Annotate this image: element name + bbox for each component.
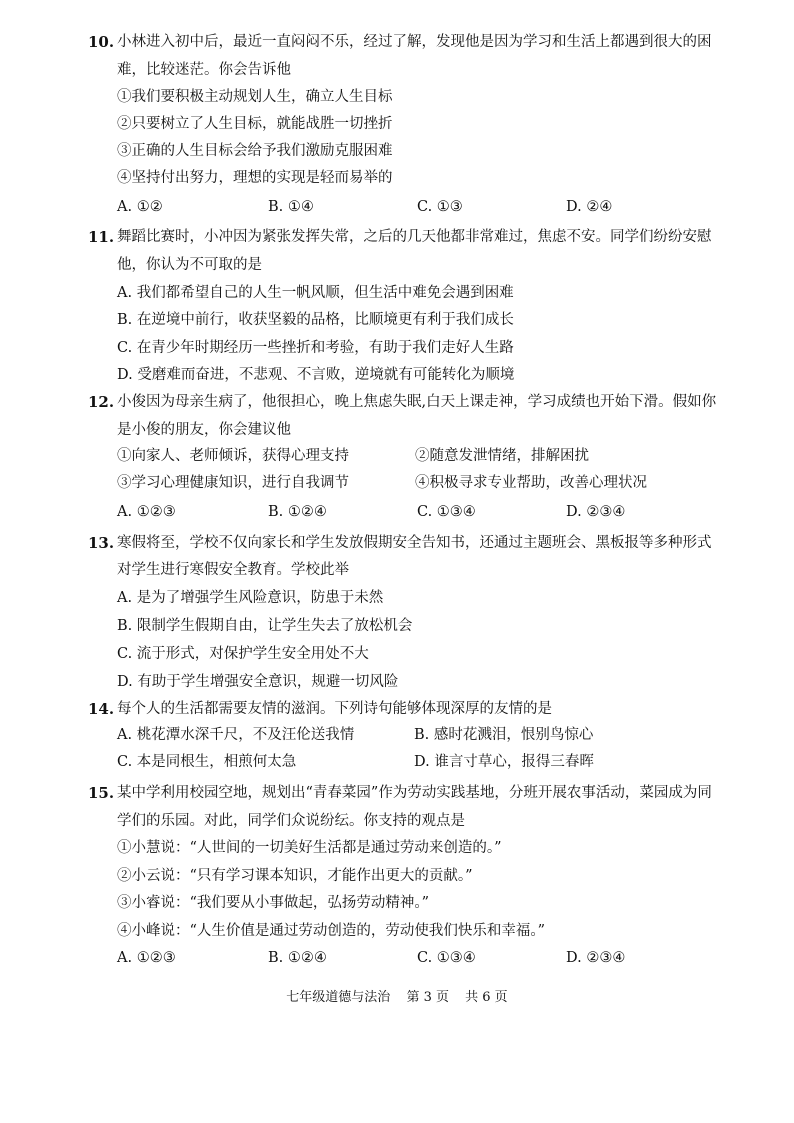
question-stem-line: 寒假将至，学校不仅向家长和学生发放假期安全告知书，还通过主题班会、黑板报等多种形式 <box>117 535 712 551</box>
option-c[interactable]: C. 在青少年时期经历一些挫折和考验，有助于我们走好人生路 <box>117 340 514 356</box>
option-b[interactable]: B. ①④ <box>268 199 314 215</box>
option-b[interactable]: B. 感时花溅泪，恨别鸟惊心 <box>414 727 594 743</box>
statement-3: ③小睿说：“我们要从小事做起，弘扬劳动精神。” <box>117 895 430 911</box>
question-stem-line: 舞蹈比赛时，小冲因为紧张发挥失常，之后的几天他都非常难过，焦虑不安。同学们纷纷安慰 <box>117 229 712 245</box>
statement-4: ④坚持付出努力，理想的实现是轻而易举的 <box>117 170 393 186</box>
footer-subject: 七年级道德与法治 <box>286 990 391 1005</box>
option-c[interactable]: C. 本是同根生，相煎何太急 <box>117 754 297 770</box>
option-a[interactable]: A. ①②③ <box>117 504 176 520</box>
question-number: 15. <box>88 784 115 802</box>
statement-2: ②只要树立了人生目标，就能战胜一切挫折 <box>117 116 393 132</box>
option-c[interactable]: C. ①③ <box>417 199 463 215</box>
option-d[interactable]: D. 有助于学生增强安全意识，规避一切风险 <box>117 674 399 690</box>
footer-total-pages: 共 6 页 <box>465 990 508 1005</box>
option-a[interactable]: A. 我们都希望自己的人生一帆风顺，但生活中难免会遇到困难 <box>117 285 514 301</box>
question-number: 14. <box>88 700 115 718</box>
page-footer <box>0 988 794 1008</box>
option-b[interactable]: B. ①②④ <box>268 504 327 520</box>
option-b[interactable]: B. 限制学生假期自由，让学生失去了放松机会 <box>117 618 413 634</box>
option-c[interactable]: C. ①③④ <box>417 504 476 520</box>
statement-2: ②小云说：“只有学习课本知识，才能作出更大的贡献。” <box>117 868 473 884</box>
option-d[interactable]: D. ②③④ <box>566 504 626 520</box>
question-number: 13. <box>88 534 115 552</box>
question-stem-line: 每个人的生活都需要友情的滋润。下列诗句能够体现深厚的友情的是 <box>117 701 552 717</box>
option-a[interactable]: A. 是为了增强学生风险意识，防患于未然 <box>117 590 384 606</box>
question-stem-line: 学们的乐园。对此，同学们众说纷纭。你支持的观点是 <box>117 813 465 829</box>
question-stem-line: 他，你认为不可取的是 <box>117 257 262 273</box>
option-d[interactable]: D. ②④ <box>566 199 613 215</box>
question-stem-line: 某中学利用校园空地，规划出“青春菜园”作为劳动实践基地，分班开展农事活动，菜园成为同 <box>117 785 712 801</box>
statement-4: ④小峰说：“人生价值是通过劳动创造的，劳动使我们快乐和幸福。” <box>117 923 546 939</box>
statement-1: ①向家人、老师倾诉，获得心理支持 <box>117 448 349 464</box>
statement-3: ③学习心理健康知识，进行自我调节 <box>117 475 349 491</box>
question-stem-line: 小俊因为母亲生病了，他很担心，晚上焦虑失眠,白天上课走神，学习成绩也开始下滑。假如你 <box>117 394 717 410</box>
option-c[interactable]: C. 流于形式，对保护学生安全用处不大 <box>117 646 369 662</box>
option-a[interactable]: A. ①②③ <box>117 950 176 966</box>
statement-4: ④积极寻求专业帮助，改善心理状况 <box>415 475 647 491</box>
question-stem-line: 对学生进行寒假安全教育。学校此举 <box>117 562 349 578</box>
option-d[interactable]: D. 受磨难而奋进，不悲观、不言败，逆境就有可能转化为顺境 <box>117 367 515 383</box>
option-a[interactable]: A. 桃花潭水深千尺，不及汪伦送我情 <box>117 727 355 743</box>
option-a[interactable]: A. ①② <box>117 199 163 215</box>
option-d[interactable]: D. 谁言寸草心，报得三春晖 <box>414 754 594 770</box>
question-number: 12. <box>88 393 115 411</box>
option-b[interactable]: B. ①②④ <box>268 950 327 966</box>
question-stem-line: 小林进入初中后，最近一直闷闷不乐，经过了解，发现他是因为学习和生活上都遇到很大的困 <box>117 34 712 50</box>
question-number: 11. <box>88 228 115 246</box>
statement-1: ①我们要积极主动规划人生，确立人生目标 <box>117 89 393 105</box>
statement-2: ②随意发泄情绪，排解困扰 <box>415 448 589 464</box>
statement-3: ③正确的人生目标会给予我们激励克服困难 <box>117 143 393 159</box>
footer-page-number: 第 3 页 <box>406 990 449 1005</box>
option-b[interactable]: B. 在逆境中前行，收获坚毅的品格，比顺境更有利于我们成长 <box>117 312 514 328</box>
option-c[interactable]: C. ①③④ <box>417 950 476 966</box>
question-stem-line: 是小俊的朋友，你会建议他 <box>117 422 291 438</box>
question-stem-line: 难，比较迷茫。你会告诉他 <box>117 62 291 78</box>
statement-1: ①小慧说：“人世间的一切美好生活都是通过劳动来创造的。” <box>117 840 502 856</box>
question-number: 10. <box>88 33 115 51</box>
option-d[interactable]: D. ②③④ <box>566 950 626 966</box>
